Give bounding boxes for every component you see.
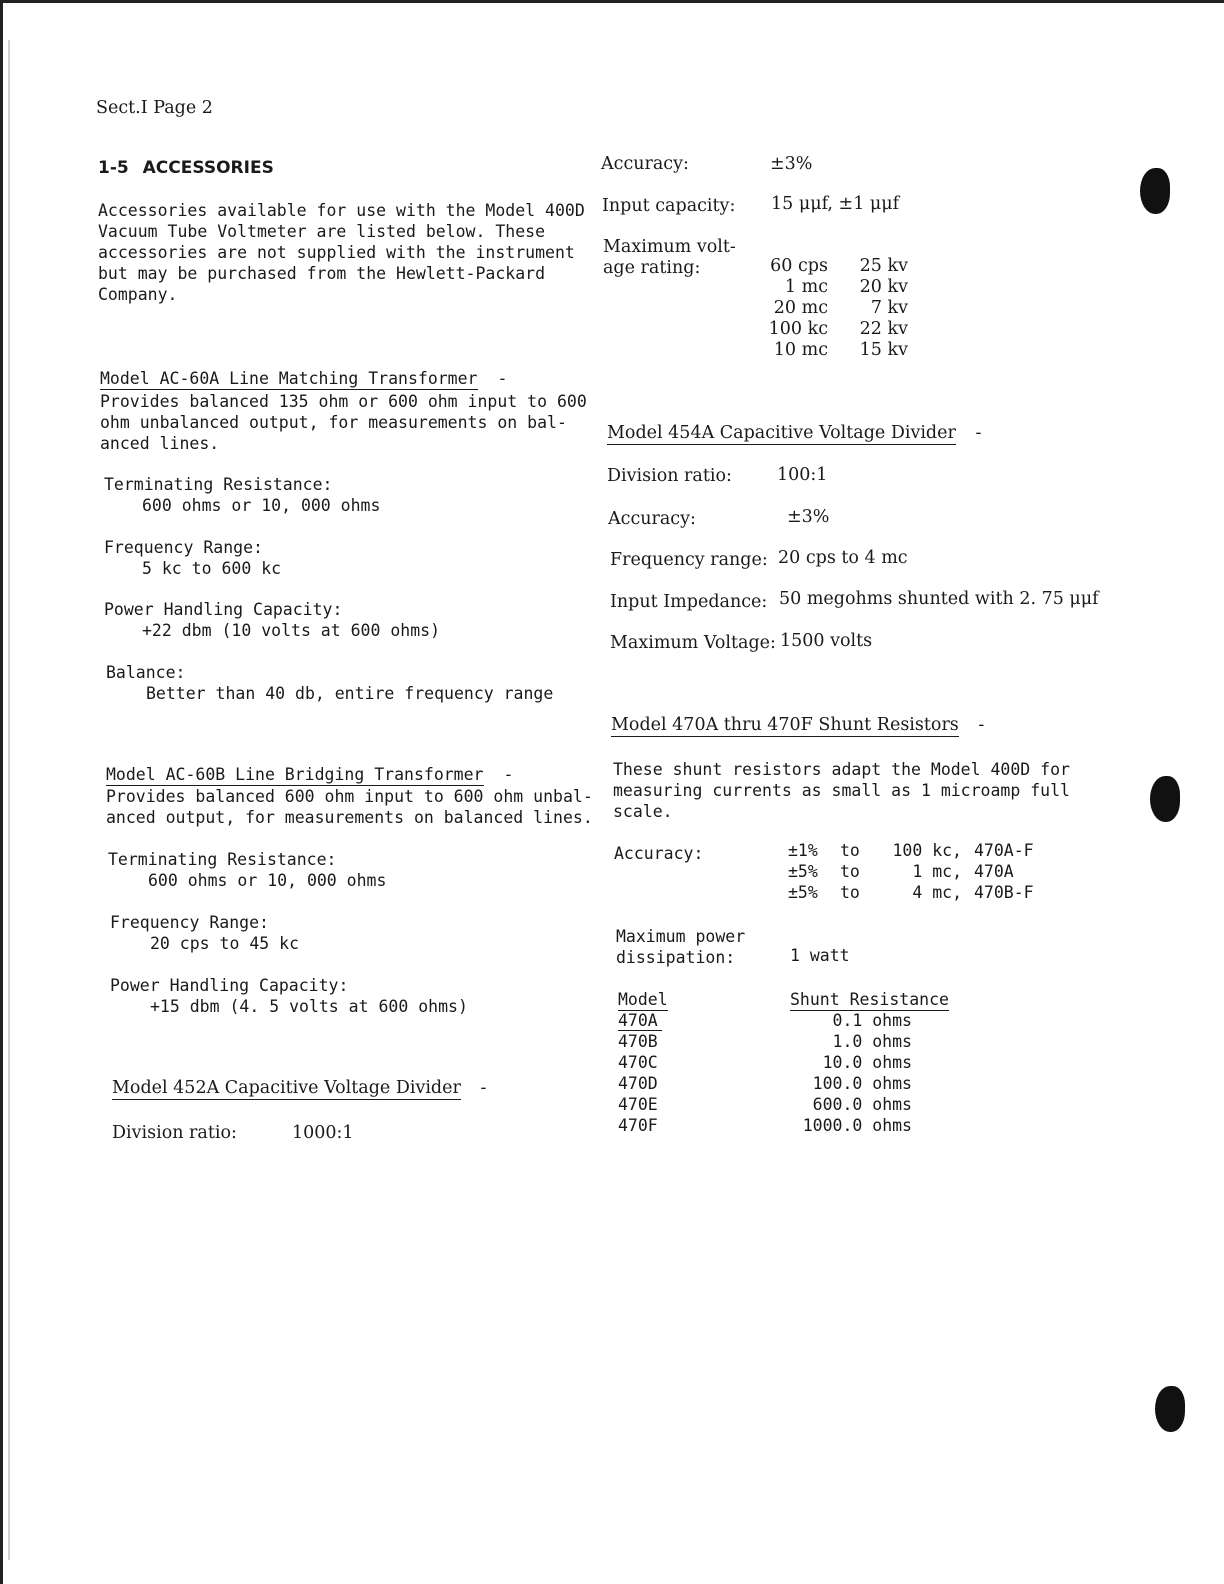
m452a-accuracy-value: ±3%	[770, 154, 813, 174]
spec-value: 600 ohms or 10, 000 ohms	[142, 496, 381, 515]
ac60a-heading	[100, 368, 507, 389]
col-model-header: Model	[618, 990, 668, 1009]
accuracy-models: 470A-F	[974, 841, 1034, 860]
col-shunt-header: Shunt Resistance	[790, 990, 949, 1009]
m470-power-label	[616, 926, 745, 968]
m454a-label-accuracy: Accuracy:	[608, 509, 696, 529]
ac60a-description	[100, 391, 587, 454]
m470-description	[613, 759, 1070, 822]
intro-line: but may be purchased from the Hewlett-Packard	[98, 264, 546, 283]
spec-label: Terminating Resistance:	[104, 475, 333, 494]
m452a-max-volt-label	[603, 237, 736, 279]
binding-shadow	[8, 40, 10, 1560]
m470-accuracy-label: Accuracy:	[614, 844, 704, 863]
rating-freq: 60 cps	[770, 256, 828, 276]
ac60b-title: Model AC-60B Line Bridging Transformer	[106, 765, 484, 784]
spec-value: 600 ohms or 10, 000 ohms	[148, 871, 387, 890]
ac60a-spec-power	[104, 599, 440, 641]
m452a-dash: -	[480, 1078, 487, 1098]
section-title	[98, 158, 274, 178]
desc-line: anced output, for measurements on balanced lines.	[106, 808, 593, 827]
binder-hole-middle	[1150, 776, 1180, 822]
rating-freq: 20 mc	[773, 298, 828, 318]
m454a-label-impedance: Input Impedance:	[610, 592, 768, 612]
spec-label: Balance:	[106, 663, 186, 682]
m454a-value-frequency: 20 cps to 4 mc	[778, 548, 908, 568]
table-row	[618, 1094, 949, 1115]
row-value: 100.0 ohms	[812, 1074, 912, 1093]
section-number: 1-5	[98, 158, 129, 178]
m452a-accuracy-label: Accuracy:	[601, 154, 689, 174]
accuracy-tol: ±5%	[788, 862, 818, 881]
ac60a-dash: -	[497, 369, 508, 388]
intro-line: Company.	[98, 285, 178, 304]
intro-line: Vacuum Tube Voltmeter are listed below. These	[98, 222, 546, 241]
spec-label: Power Handling Capacity:	[110, 976, 349, 995]
table-row	[618, 1073, 949, 1094]
m452a-division-label: Division ratio:	[112, 1123, 237, 1143]
page-edge-top	[0, 0, 1224, 3]
row-model: 470F	[618, 1116, 658, 1135]
ac60b-spec-power	[110, 975, 468, 1017]
section-title-text: ACCESSORIES	[142, 158, 274, 178]
desc-line: scale.	[613, 802, 673, 821]
rating-row	[760, 298, 910, 319]
page-number: Page 2	[153, 98, 213, 118]
spec-value: 20 cps to 45 kc	[150, 934, 300, 953]
table-row	[618, 1052, 949, 1073]
row-value: 0.1 ohms	[832, 1011, 912, 1030]
accuracy-row	[788, 840, 1064, 861]
spec-value: Better than 40 db, entire frequency range	[146, 684, 554, 703]
spec-value: +15 dbm (4. 5 volts at 600 ohms)	[150, 997, 468, 1016]
ac60b-spec-terminating	[108, 849, 386, 891]
desc-line: ohm unbalanced output, for measurements on bal-	[100, 413, 567, 432]
m454a-value-max-voltage: 1500 volts	[780, 631, 873, 651]
binder-hole-bottom	[1155, 1386, 1185, 1432]
accuracy-models: 470B-F	[974, 883, 1034, 902]
rating-row	[760, 340, 910, 361]
m454a-label-max-voltage: Maximum Voltage:	[610, 633, 776, 653]
ac60b-description	[106, 786, 593, 828]
accuracy-freq: 4 mc,	[912, 883, 962, 902]
intro-paragraph	[98, 200, 585, 305]
page-header	[96, 98, 213, 119]
m454a-heading	[607, 423, 981, 444]
m470-dash: -	[978, 715, 985, 735]
rating-volt: 25 kv	[859, 256, 908, 276]
accuracy-to: to	[840, 841, 860, 860]
accuracy-freq: 1 mc,	[912, 862, 962, 881]
rating-volt: 20 kv	[859, 277, 908, 297]
ac60b-dash: -	[503, 765, 514, 784]
section-label: Sect.I	[96, 98, 148, 118]
spec-value: +22 dbm (10 volts at 600 ohms)	[142, 621, 441, 640]
ac60a-spec-terminating	[104, 474, 380, 516]
row-value: 1.0 ohms	[832, 1032, 912, 1051]
m470-power-value: 1 watt	[790, 946, 850, 965]
ac60b-spec-frequency	[110, 912, 299, 954]
rating-volt: 7 kv	[870, 298, 908, 318]
row-model: 470D	[618, 1074, 658, 1093]
accuracy-to: to	[840, 883, 860, 902]
m470-accuracy-table	[788, 840, 1064, 903]
rating-volt: 15 kv	[859, 340, 908, 360]
label-line: Maximum power	[616, 927, 746, 946]
label-line: dissipation:	[616, 948, 736, 967]
desc-line: Provides balanced 135 ohm or 600 ohm input to 600	[100, 392, 587, 411]
rating-volt: 22 kv	[859, 319, 908, 339]
accuracy-tol: ±1%	[788, 841, 818, 860]
row-model: 470A	[618, 1011, 658, 1030]
desc-line: anced lines.	[100, 434, 220, 453]
rating-row	[760, 256, 910, 277]
intro-line: accessories are not supplied with the instrument	[98, 243, 575, 262]
table-row	[618, 1010, 949, 1031]
m454a-label-frequency: Frequency range:	[610, 550, 768, 570]
ac60b-heading	[106, 764, 513, 785]
accuracy-tol: ±5%	[788, 883, 818, 902]
shunt-table	[618, 989, 949, 1136]
table-row	[618, 1115, 949, 1136]
desc-line: These shunt resistors adapt the Model 400D for	[613, 760, 1070, 779]
rating-row	[760, 277, 910, 298]
m454a-value-impedance: 50 megohms shunted with 2. 75 μμf	[779, 589, 1099, 609]
rating-freq: 100 kc	[768, 319, 828, 339]
intro-line: Accessories available for use with the Model 400D	[98, 201, 585, 220]
label-line: age rating:	[603, 258, 701, 278]
rating-row	[760, 319, 910, 340]
m470-title: Model 470A thru 470F Shunt Resistors	[611, 715, 959, 735]
ac60a-spec-frequency	[104, 537, 281, 579]
spec-label: Frequency Range:	[110, 913, 269, 932]
page-edge-left	[0, 0, 3, 1584]
row-value: 600.0 ohms	[812, 1095, 912, 1114]
row-underline	[618, 1030, 662, 1031]
desc-line: measuring currents as small as 1 microamp full	[613, 781, 1070, 800]
accuracy-models: 470A	[974, 862, 1014, 881]
row-value: 1000.0 ohms	[802, 1116, 912, 1135]
m452a-input-cap-value: 15 μμf, ±1 μμf	[771, 194, 900, 214]
m454a-dash: -	[975, 423, 982, 443]
binder-hole-top	[1140, 168, 1170, 214]
table-row	[618, 1031, 949, 1052]
ac60a-title: Model AC-60A Line Matching Transformer	[100, 369, 478, 388]
m454a-value-accuracy: ±3%	[787, 507, 830, 527]
m454a-label-division: Division ratio:	[607, 466, 732, 486]
accuracy-freq: 100 kc,	[892, 841, 962, 860]
m454a-title: Model 454A Capacitive Voltage Divider	[607, 423, 956, 443]
ac60a-spec-balance	[106, 662, 553, 704]
shunt-table-header	[618, 989, 949, 1010]
spec-label: Frequency Range:	[104, 538, 263, 557]
accuracy-row	[788, 861, 1064, 882]
rating-freq: 10 mc	[773, 340, 828, 360]
m470-heading	[611, 715, 984, 736]
row-model: 470C	[618, 1053, 658, 1072]
desc-line: Provides balanced 600 ohm input to 600 ohm unbal-	[106, 787, 593, 806]
rating-freq: 1 mc	[784, 277, 828, 297]
accuracy-row	[788, 882, 1064, 903]
row-value: 10.0 ohms	[822, 1053, 912, 1072]
spec-label: Terminating Resistance:	[108, 850, 337, 869]
m454a-value-division: 100:1	[777, 465, 828, 485]
m452a-division-value: 1000:1	[292, 1123, 354, 1143]
m452a-ratings	[760, 256, 910, 361]
accuracy-to: to	[840, 862, 860, 881]
m452a-input-cap-label: Input capacity:	[602, 196, 736, 216]
m452a-title: Model 452A Capacitive Voltage Divider	[112, 1078, 461, 1098]
m452a-heading	[112, 1078, 486, 1099]
spec-value: 5 kc to 600 kc	[142, 559, 282, 578]
label-line: Maximum volt-	[603, 237, 736, 257]
row-model: 470E	[618, 1095, 658, 1114]
row-model: 470B	[618, 1032, 658, 1051]
spec-label: Power Handling Capacity:	[104, 600, 343, 619]
